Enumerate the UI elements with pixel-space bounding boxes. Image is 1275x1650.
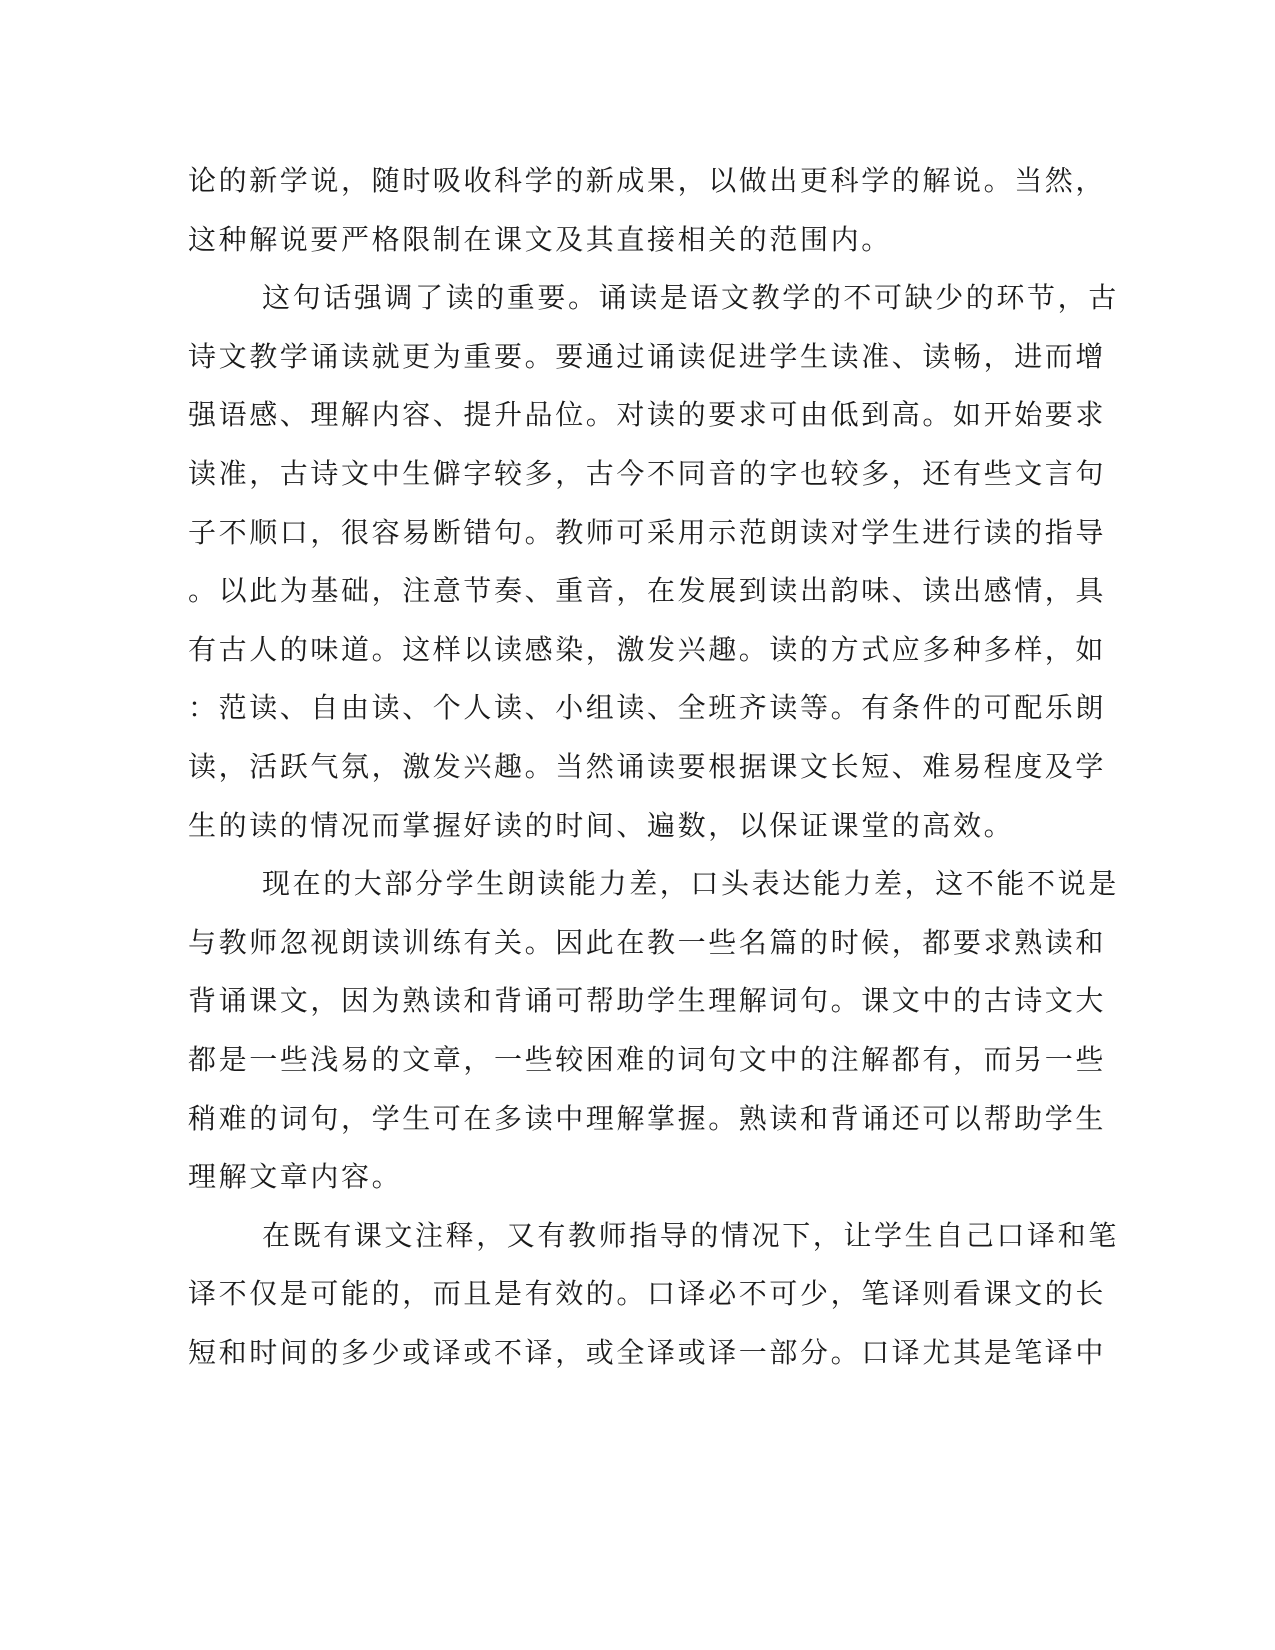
paragraph-2-line-3: 强语感、理解内容、提升品位。对读的要求可由低到高。如开始要求 [188,398,1107,431]
paragraph-1-line-2: 这种解说要严格限制在课文及其直接相关的范围内。 [188,223,892,256]
paragraph-4-line-1: 在既有课文注释，又有教师指导的情况下，让学生自己口译和笔 [262,1219,1119,1252]
paragraph-2-line-9: 读，活跃气氛，激发兴趣。当然诵读要根据课文长短、难易程度及学 [188,750,1107,783]
paragraph-2-line-10: 生的读的情况而掌握好读的时间、遍数，以保证课堂的高效。 [188,809,1015,842]
paragraph-4-line-2: 译不仅是可能的，而且是有效的。口译必不可少，笔译则看课文的长 [188,1277,1107,1310]
paragraph-2-line-1: 这句话强调了读的重要。诵读是语文教学的不可缺少的环节，古 [262,281,1119,314]
paragraph-2-line-2: 诗文教学诵读就更为重要。要通过诵读促进学生读准、读畅，进而增 [188,340,1107,373]
paragraph-3-line-6: 理解文章内容。 [188,1160,403,1193]
paragraph-3-line-5: 稍难的词句，学生可在多读中理解掌握。熟读和背诵还可以帮助学生 [188,1102,1107,1135]
paragraph-4-line-3: 短和时间的多少或译或不译，或全译或译一部分。口译尤其是笔译中 [188,1336,1107,1369]
paragraph-3-line-3: 背诵课文，因为熟读和背诵可帮助学生理解词句。课文中的古诗文大 [188,984,1107,1017]
paragraph-2-line-6: 。以此为基础，注意节奏、重音，在发展到读出韵味、读出感情，具 [188,574,1107,607]
paragraph-2-line-7: 有古人的味道。这样以读感染，激发兴趣。读的方式应多种多样，如 [188,633,1107,666]
paragraph-3-line-4: 都是一些浅易的文章，一些较困难的词句文中的注解都有，而另一些 [188,1043,1107,1076]
paragraph-3-line-2: 与教师忽视朗读训练有关。因此在教一些名篇的时候，都要求熟读和 [188,926,1107,959]
paragraph-3-line-1: 现在的大部分学生朗读能力差，口头表达能力差，这不能不说是 [262,867,1119,900]
paragraph-2-line-5: 子不顺口，很容易断错句。教师可采用示范朗读对学生进行读的指导 [188,516,1107,549]
paragraph-1-line-1: 论的新学说，随时吸收科学的新成果，以做出更科学的解说。当然， [188,164,1107,197]
paragraph-2-line-4: 读准，古诗文中生僻字较多，古今不同音的字也较多，还有些文言句 [188,457,1107,490]
paragraph-2-line-8: ：范读、自由读、个人读、小组读、全班齐读等。有条件的可配乐朗 [188,691,1107,724]
